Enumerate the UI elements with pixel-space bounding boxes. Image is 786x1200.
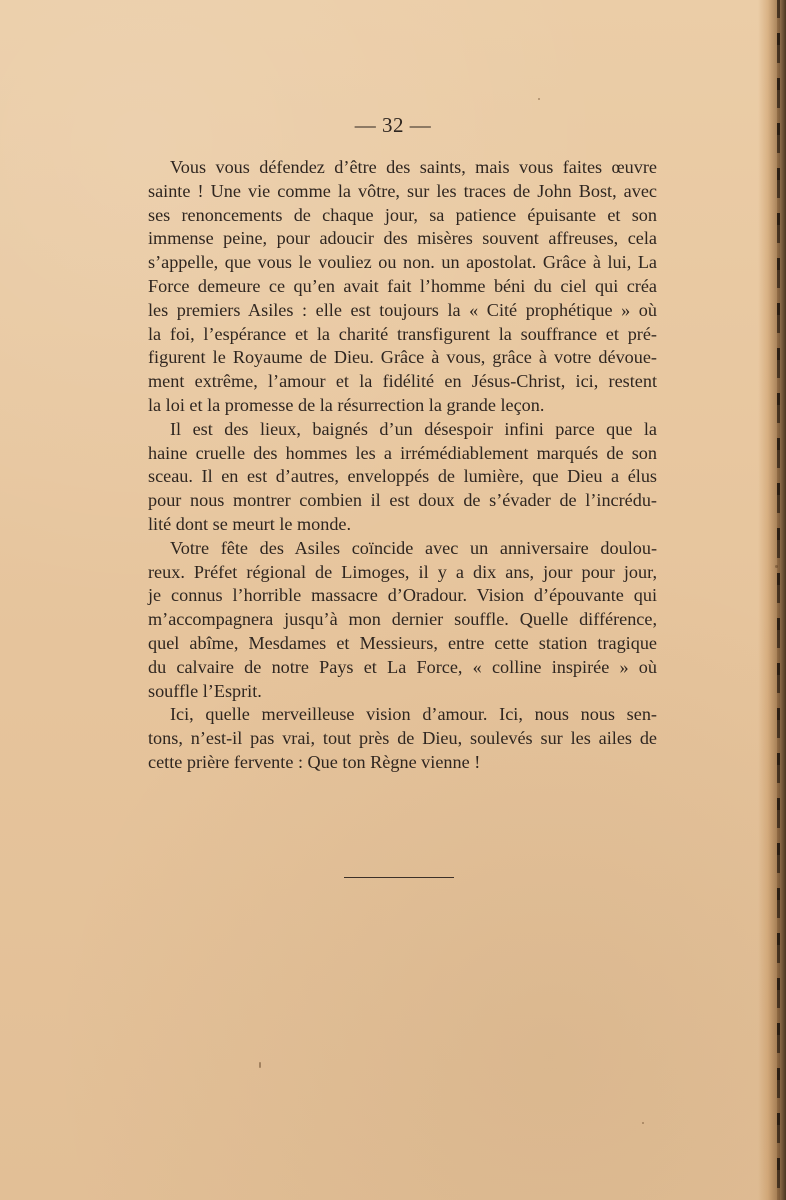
text-line: s’appelle, que vous le vouliez ou non. un apostolat. Grâce à lui, La (148, 252, 657, 273)
text-line: Vous vous défendez d’être des saints, mais vous faites œuvre (170, 157, 657, 177)
paper-speck (538, 98, 540, 100)
text-line: je connus l’horrible massacre d’Oradour. Vision d’épouvante qui (148, 585, 657, 606)
page-number: — 32 — (354, 113, 432, 137)
text-line: ses renoncements de chaque jour, sa patience épuisante et son (148, 204, 657, 225)
text-line: Votre fête des Asiles coïncide avec un anniversaire doulou- (170, 537, 657, 558)
text-line: m’accompagnera jusqu’à mon dernier souffle. Quelle différence, (148, 609, 657, 630)
text-line: ment extrême, l’amour et la fidélité en Jésus-Christ, ici, restent (148, 371, 657, 392)
text-line: Force demeure ce qu’en avait fait l’homme béni du ciel qui créa (148, 275, 657, 296)
text-line: Il est des lieux, baignés d’un désespoir infini parce que la (170, 418, 657, 439)
paper-speck (259, 1062, 261, 1068)
text-line: la foi, l’espérance et la charité transfigurent la souffrance et pré- (148, 323, 657, 344)
paragraph-3 (148, 537, 657, 704)
text-line: haine cruelle des hommes les a irrémédiablement marqués de son (148, 442, 657, 463)
text-line: souffle l’Esprit. (148, 680, 262, 701)
section-separator (344, 877, 454, 878)
text-line: sceau. Il en est d’autres, enveloppés de lumière, que Dieu a élus (148, 466, 657, 487)
paragraph-1 (148, 156, 657, 418)
text-line: Ici, quelle merveilleuse vision d’amour. Ici, nous nous sen- (170, 704, 657, 725)
text-line: figurent le Royaume de Dieu. Grâce à vous, grâce à votre dévoue- (148, 347, 657, 368)
paper-speck (775, 565, 778, 568)
text-line: les premiers Asiles : elle est toujours la « Cité prophétique » où (148, 299, 657, 320)
text-line: du calvaire de notre Pays et La Force, « colline inspirée » où (148, 656, 657, 677)
paragraph-2 (148, 418, 657, 537)
text-line: la loi et la promesse de la résurrection la grande leçon. (148, 394, 545, 415)
text-line: tons, n’est-il pas vrai, tout près de Dieu, soulevés sur les ailes de (148, 728, 657, 749)
text-line: sainte ! Une vie comme la vôtre, sur les traces de John Bost, avec (148, 180, 657, 201)
text-line: reux. Préfet régional de Limoges, il y a dix ans, jour pour jour, (148, 561, 657, 582)
text-line: cette prière fervente : Que ton Règne vienne ! (148, 751, 481, 772)
main-text (148, 156, 657, 775)
page-edge (758, 0, 786, 1200)
text-line: immense peine, pour adoucir des misères souvent affreuses, cela (148, 228, 657, 249)
text-line: quel abîme, Mesdames et Messieurs, entre cette station tragique (148, 632, 657, 653)
text-line: pour nous montrer combien il est doux de s’évader de l’incrédu- (148, 490, 657, 511)
text-line: lité dont se meurt le monde. (148, 513, 352, 534)
paper-speck (642, 1122, 644, 1124)
paragraph-4 (148, 703, 657, 774)
